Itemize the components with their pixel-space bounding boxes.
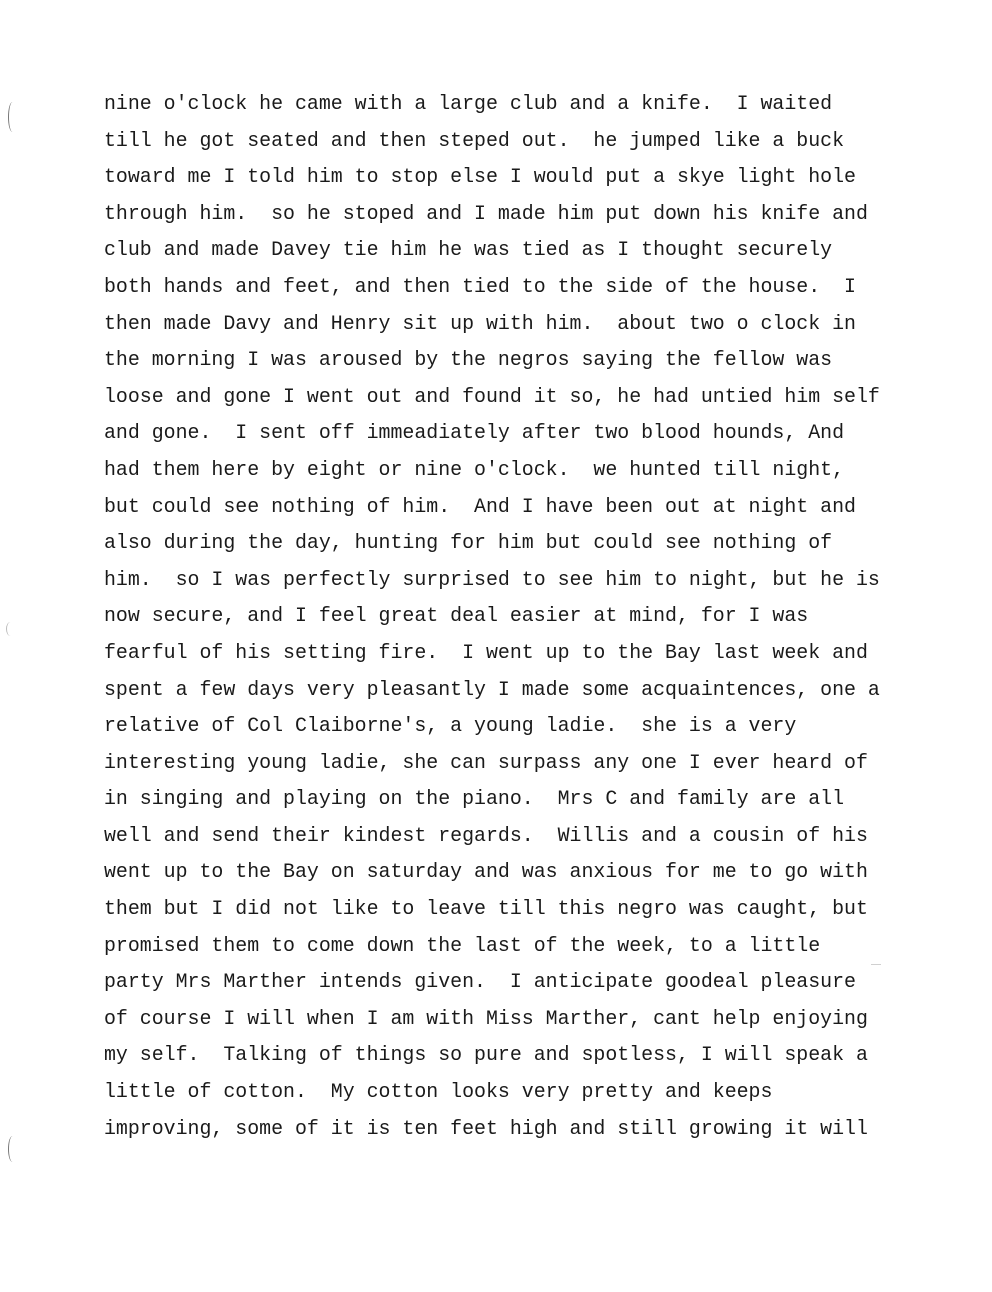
text-line: little of cotton. My cotton looks very pretty and keeps	[104, 1080, 773, 1104]
text-line: club and made Davey tie him he was tied as I thought securely	[104, 238, 833, 262]
text-line: but could see nothing of him. And I have been out at night and	[104, 494, 856, 518]
text-line: in singing and playing on the piano. Mrs C and family are all	[104, 787, 845, 811]
text-line: spent a few days very pleasantly I made some acquaintences, one a	[104, 677, 880, 701]
text-line: party Mrs Marther intends given. I anticipate goodeal pleasure	[104, 970, 856, 994]
text-line: them but I did not like to leave till this negro was caught, but	[104, 897, 868, 921]
text-line: loose and gone I went out and found it so, he had untied him self	[104, 384, 880, 408]
punch-hole-mark-middle	[6, 622, 15, 636]
punch-hole-mark-top	[8, 102, 17, 132]
text-line: him. so I was perfectly surprised to see him to night, but he is	[104, 567, 880, 591]
text-line: till he got seated and then steped out. he jumped like a buck	[104, 128, 845, 152]
text-line: fearful of his setting fire. I went up to the Bay last week and	[104, 640, 868, 664]
text-line: improving, some of it is ten feet high and still growing it will	[104, 1116, 868, 1140]
text-line: now secure, and I feel great deal easier at mind, for I was	[104, 604, 809, 628]
text-line: toward me I told him to stop else I would put a skye light hole	[104, 165, 856, 189]
text-line: went up to the Bay on saturday and was anxious for me to go with	[104, 860, 868, 884]
text-line: both hands and feet, and then tied to the side of the house. I	[104, 274, 856, 298]
text-line: through him. so he stoped and I made him put down his knife and	[104, 201, 868, 225]
text-line: then made Davy and Henry sit up with him. about two o clock in	[104, 311, 856, 335]
letter-body	[104, 86, 904, 1147]
text-line: also during the day, hunting for him but could see nothing of	[104, 531, 833, 555]
text-line: of course I will when I am with Miss Marther, cant help enjoying	[104, 1006, 868, 1030]
text-line: nine o'clock he came with a large club and a knife. I waited	[104, 92, 833, 115]
punch-hole-mark-bottom	[8, 1136, 17, 1162]
text-line: and gone. I sent off immeadiately after two blood hounds, And	[104, 421, 845, 445]
text-line: well and send their kindest regards. Willis and a cousin of his	[104, 823, 868, 847]
text-line: promised them to come down the last of the week, to a little	[104, 933, 821, 957]
text-line: the morning I was aroused by the negros saying the fellow was	[104, 348, 833, 372]
text-line: had them here by eight or nine o'clock. we hunted till night,	[104, 457, 845, 481]
text-line: my self. Talking of things so pure and spotless, I will speak a	[104, 1043, 868, 1067]
text-line: interesting young ladie, she can surpass any one I ever heard of	[104, 750, 868, 774]
text-line: relative of Col Claiborne's, a young ladie. she is a very	[104, 714, 797, 738]
